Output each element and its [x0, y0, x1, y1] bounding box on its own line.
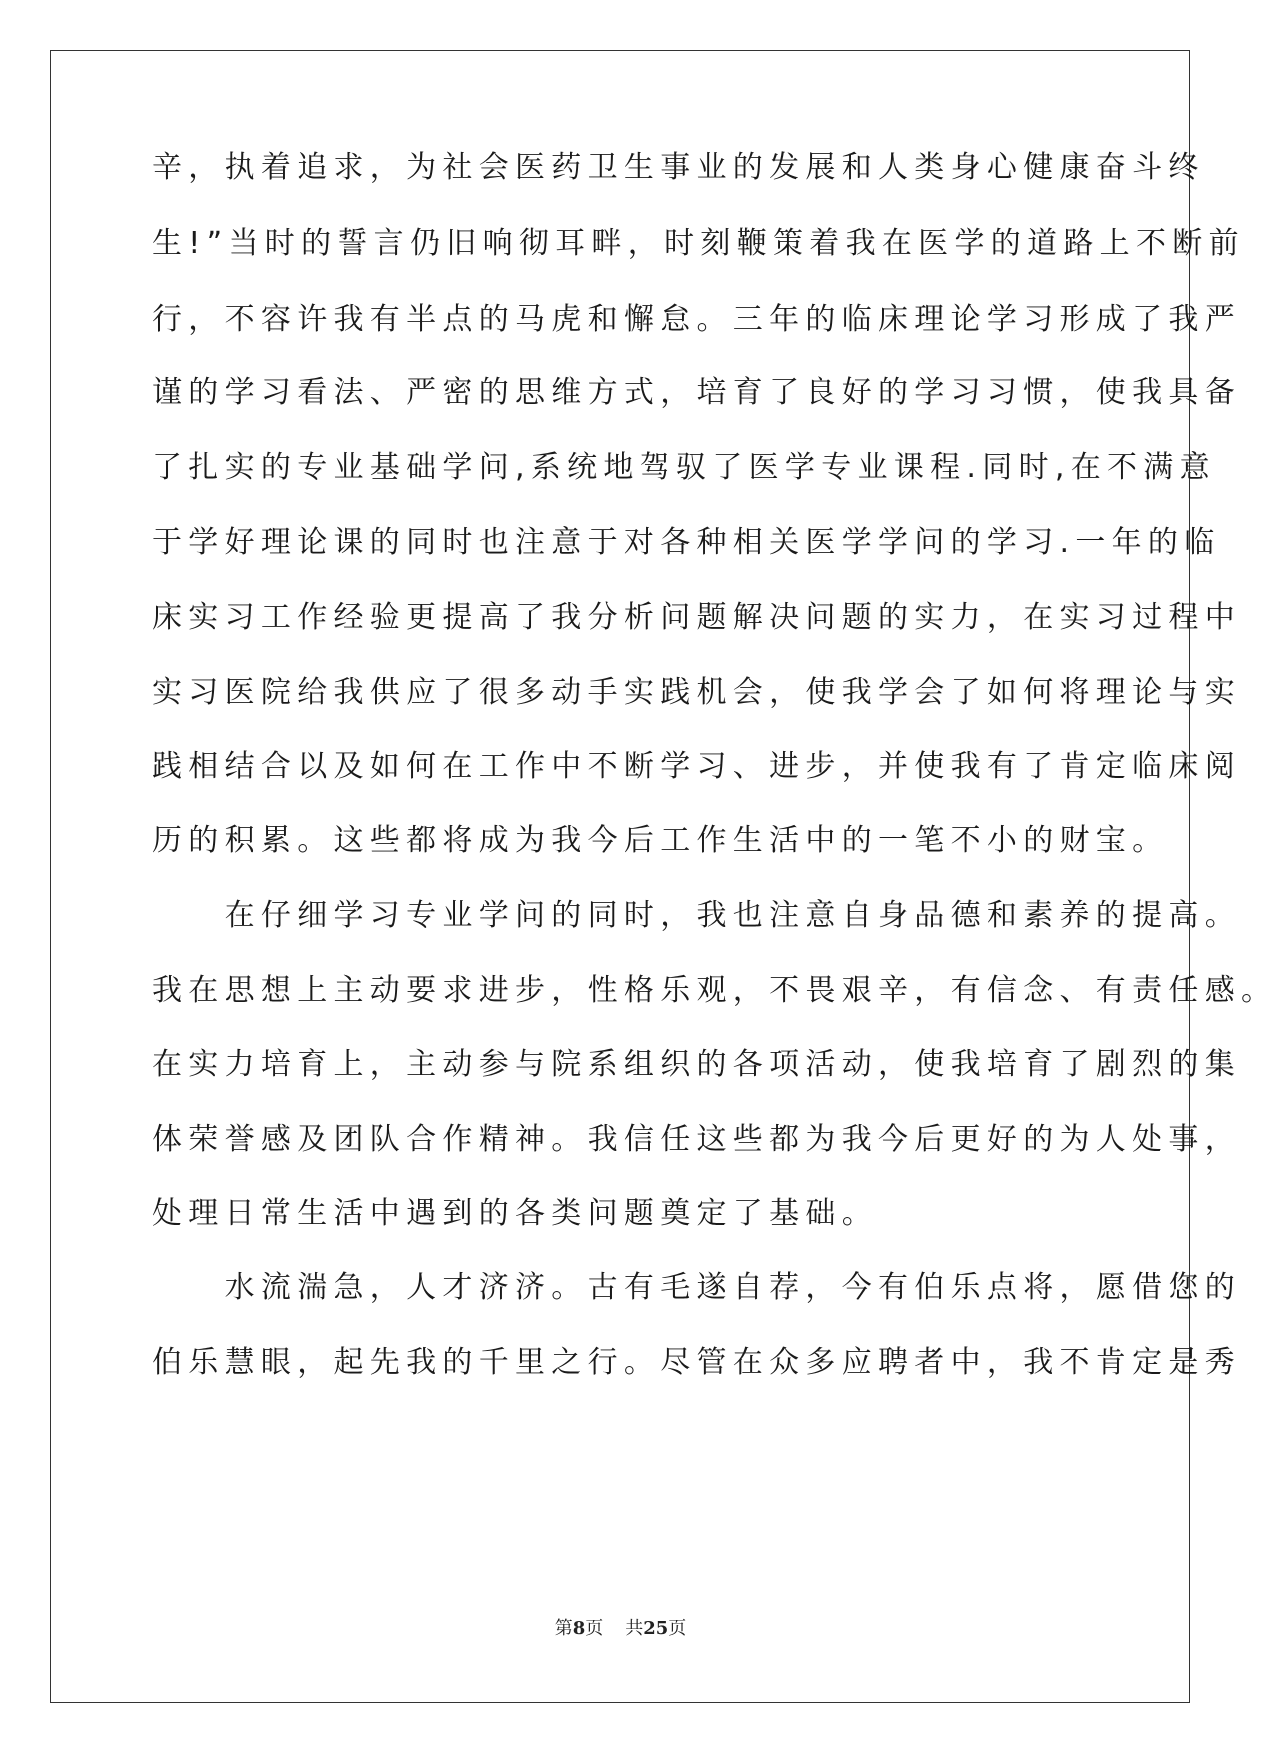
body-line-3: 行，不容许我有半点的马虎和懈怠。三年的临床理论学习形成了我严 — [152, 302, 1241, 337]
body-line-11: 在仔细学习专业学问的同时，我也注意自身品德和素养的提高。 — [152, 898, 1241, 933]
body-line-5: 了扎实的专业基础学问,系统地驾驭了医学专业课程.同时,在不满意 — [152, 450, 1216, 485]
body-line-14: 体荣誉感及团队合作精神。我信任这些都为我今后更好的为人处事， — [152, 1122, 1241, 1157]
body-line-4: 谨的学习看法、严密的思维方式，培育了良好的学习习惯，使我具备 — [152, 375, 1241, 410]
body-line-13: 在实力培育上，主动参与院系组织的各项活动，使我培育了剧烈的集 — [152, 1047, 1241, 1082]
page-border — [50, 50, 1277, 1703]
total-suffix: 页 — [668, 1618, 687, 1639]
page-number: 8 — [572, 1618, 586, 1639]
body-line-12: 我在思想上主动要求进步，性格乐观，不畏艰辛，有信念、有责任感。 — [152, 973, 1277, 1008]
total-prefix: 共 — [625, 1618, 644, 1639]
total-pages: 25 — [643, 1618, 669, 1639]
body-line-2: 生!”当时的誓言仍旧响彻耳畔，时刻鞭策着我在医学的道路上不断前 — [152, 226, 1245, 261]
page-suffix: 页 — [585, 1618, 604, 1639]
page-prefix: 第 — [554, 1618, 573, 1639]
body-line-16: 水流湍急，人才济济。古有毛遂自荐，今有伯乐点将，愿借您的 — [152, 1270, 1241, 1305]
body-line-15: 处理日常生活中遇到的各类问题奠定了基础。 — [152, 1196, 878, 1231]
body-line-17: 伯乐慧眼，起先我的千里之行。尽管在众多应聘者中，我不肯定是秀 — [152, 1345, 1241, 1380]
body-line-8: 实习医院给我供应了很多动手实践机会，使我学会了如何将理论与实 — [152, 675, 1241, 710]
page-footer — [0, 1617, 1241, 1641]
body-line-10: 历的积累。这些都将成为我今后工作生活中的一笔不小的财宝。 — [152, 823, 1169, 858]
body-line-9: 践相结合以及如何在工作中不断学习、进步，并使我有了肯定临床阅 — [152, 749, 1241, 784]
body-line-1: 辛，执着追求，为社会医药卫生事业的发展和人类身心健康奋斗终 — [152, 150, 1205, 185]
body-line-6: 于学好理论课的同时也注意于对各种相关医学学问的学习.一年的临 — [152, 525, 1221, 560]
body-line-7: 床实习工作经验更提高了我分析问题解决问题的实力，在实习过程中 — [152, 600, 1241, 635]
